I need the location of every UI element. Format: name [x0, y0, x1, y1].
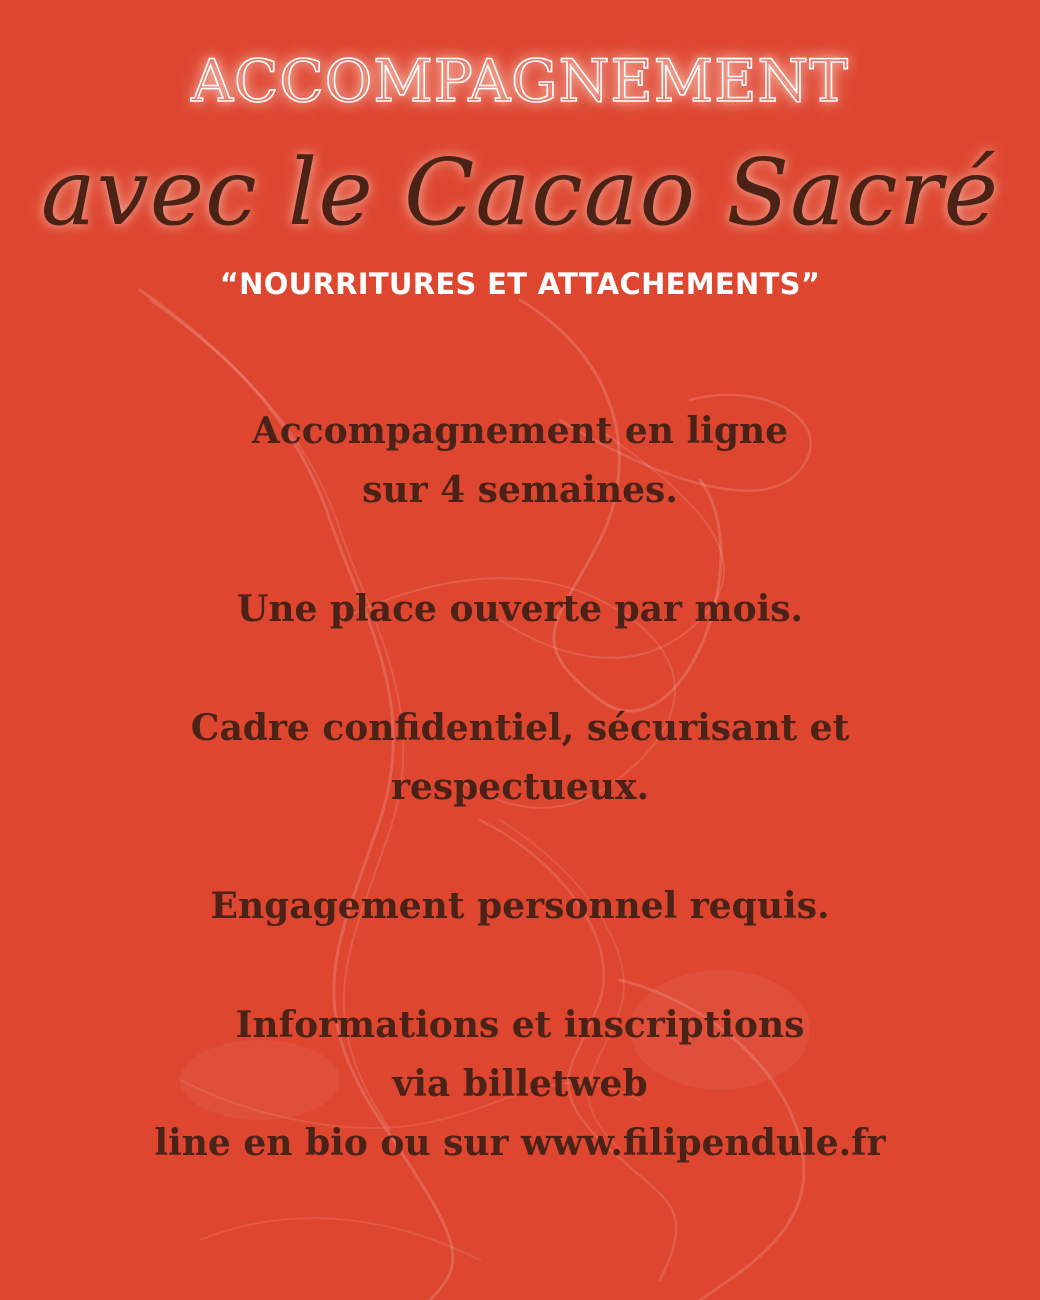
title-script: avec le Cacao Sacré [40, 139, 1000, 246]
subtitle: “NOURRITURES ET ATTACHEMENTS” [219, 267, 821, 301]
paragraph-places [0, 580, 1040, 639]
paragraph-line: Une place ouverte par mois. [236, 588, 804, 630]
website-link-text: line en bio ou sur www.filipendule.fr [154, 1122, 886, 1164]
body-text [0, 402, 1040, 1173]
paragraph-line: respectueux. [390, 766, 649, 808]
paragraph-format [0, 402, 1040, 520]
paragraph-engagement [0, 877, 1040, 936]
paragraph-line: via billetweb [392, 1063, 648, 1105]
paragraph-cadre [0, 699, 1040, 817]
paragraph-line: sur 4 semaines. [362, 469, 678, 511]
paragraph-line: Informations et inscriptions [235, 1004, 805, 1046]
paragraph-line: Accompagnement en ligne [251, 410, 789, 452]
paragraph-line: Cadre confidentiel, sécurisant et [190, 707, 850, 749]
paragraph-line: Engagement personnel requis. [210, 885, 830, 927]
paragraph-informations [0, 996, 1040, 1173]
title-top: ACCOMPAGNEMENT [191, 47, 849, 115]
